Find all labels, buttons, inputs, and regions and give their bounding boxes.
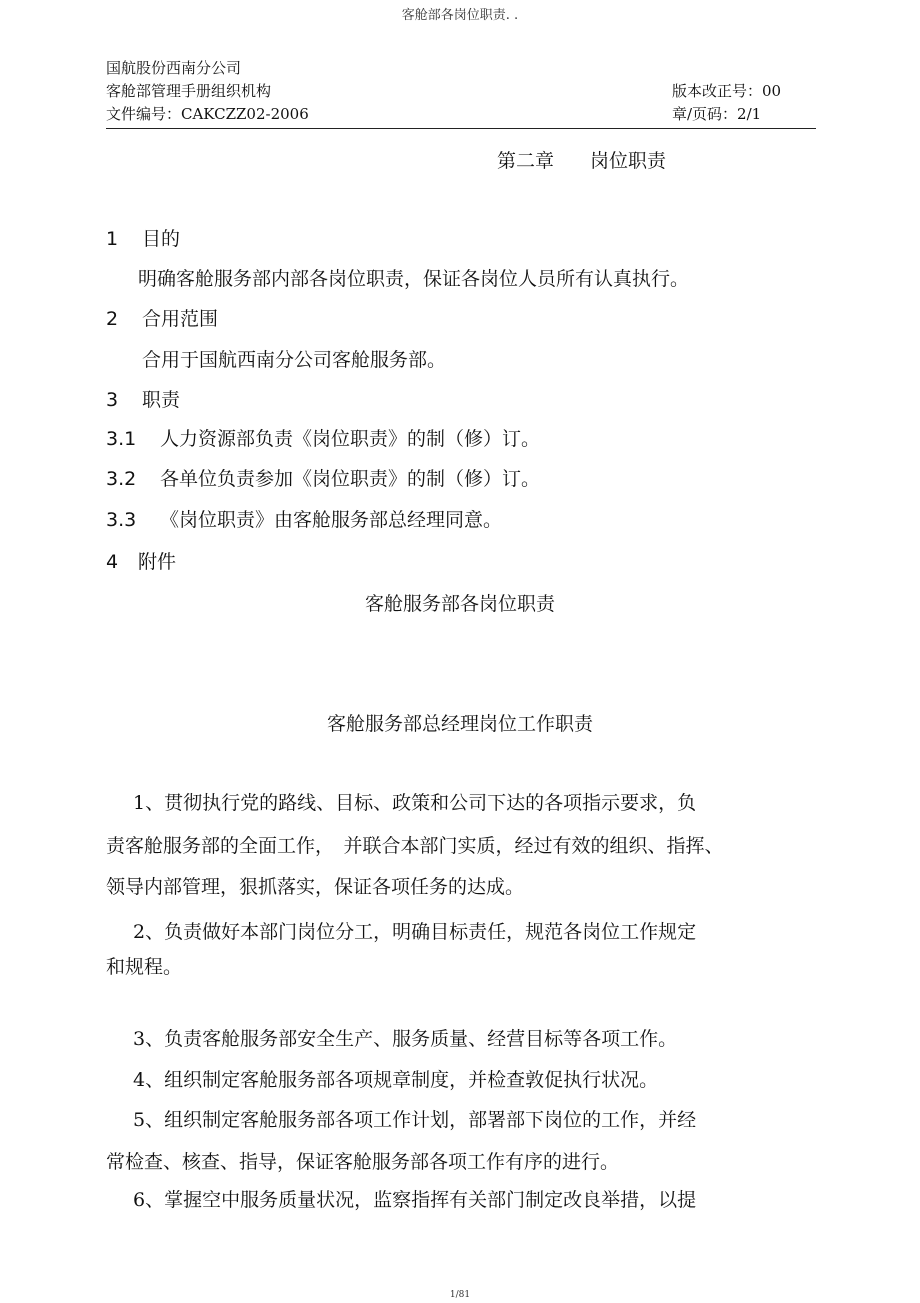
duty-2-line-2: 和规程。 [106, 956, 183, 978]
page-number: 1/81 [449, 1290, 471, 1300]
duty-1-line-3: 领导内部管理，狠抓落实，保证各项任务的达成。 [106, 876, 525, 898]
section-title: 职责 [142, 389, 181, 411]
duty-1-line-1: 1、贯彻执行党的路线、目标、政策和公司下达的各项指示要求，负 [133, 792, 697, 814]
section-title: 合用范围 [142, 308, 219, 330]
header-company: 国航股份西南分公司 [106, 59, 242, 77]
duty-6-line-1: 6、掌握空中服务质量状况，监察指挥有关部门制定改良举措，以提 [133, 1189, 697, 1211]
section-number: 3.2 [106, 468, 137, 490]
section-number: 1 [106, 228, 119, 250]
duty-3-line-1: 3、负责客舱服务部安全生产、服务质量、经营目标等各项工作。 [133, 1028, 678, 1050]
duty-4-line-1: 4、组织制定客舱服务部各项规章制度，并检查敦促执行状况。 [133, 1069, 659, 1091]
section-text: 人力资源部负责《岗位职责》的制（修）订。 [160, 428, 541, 450]
section-number: 3.1 [106, 428, 137, 450]
chapter-heading [497, 146, 666, 173]
section-3-1 [106, 425, 540, 453]
attachment-title: 客舱服务部各岗位职责 [364, 593, 555, 615]
section-1-text: 明确客舱服务部内部各岗位职责，保证各岗位人员所有认真执行。 [138, 268, 690, 290]
duty-5-line-2: 常检查、核查、指导，保证客舱服务部各项工作有序的进行。 [106, 1151, 620, 1173]
section-2-text: 合用于国航西南分公司客舱服务部。 [142, 349, 447, 371]
header-doc-number: 文件编号：CAKCZZ02-2006 [106, 105, 309, 123]
duty-5-line-1: 5、组织制定客舱服务部各项工作计划，部署部下岗位的工作，并经 [133, 1109, 697, 1131]
section-number: 2 [106, 308, 119, 330]
section-3-3 [106, 506, 502, 534]
section-3-heading [106, 386, 180, 414]
chapter-title: 岗位职责 [590, 150, 667, 172]
header-revision: 版本改正号：00 [672, 82, 782, 100]
gm-duties-title: 客舱服务部总经理岗位工作职责 [326, 713, 593, 735]
chapter-number: 第二章 [497, 150, 555, 172]
section-number: 4 [106, 551, 119, 573]
section-4-heading [106, 548, 176, 576]
section-text: 《岗位职责》由客舱服务部总经理同意。 [160, 509, 503, 531]
duty-1-line-2: 责客舱服务部的全面工作， 并联合本部门实质，经过有效的组织、指挥、 [106, 835, 724, 857]
page-title: 客舱部各岗位职责. . [401, 8, 519, 23]
section-3-2 [106, 465, 540, 493]
section-title: 目的 [142, 228, 181, 250]
section-1-heading [106, 225, 180, 253]
duty-2-line-1: 2、负责做好本部门岗位分工，明确目标责任，规范各岗位工作规定 [133, 921, 697, 943]
section-title: 附件 [138, 551, 177, 573]
header-manual: 客舱部管理手册组织机构 [106, 82, 272, 100]
header-divider [106, 128, 816, 129]
section-number: 3 [106, 389, 119, 411]
section-2-heading [106, 305, 218, 333]
section-number: 3.3 [106, 509, 137, 531]
section-text: 各单位负责参加《岗位职责》的制（修）订。 [160, 468, 541, 490]
header-page-code: 章/页码：2/1 [672, 105, 762, 123]
